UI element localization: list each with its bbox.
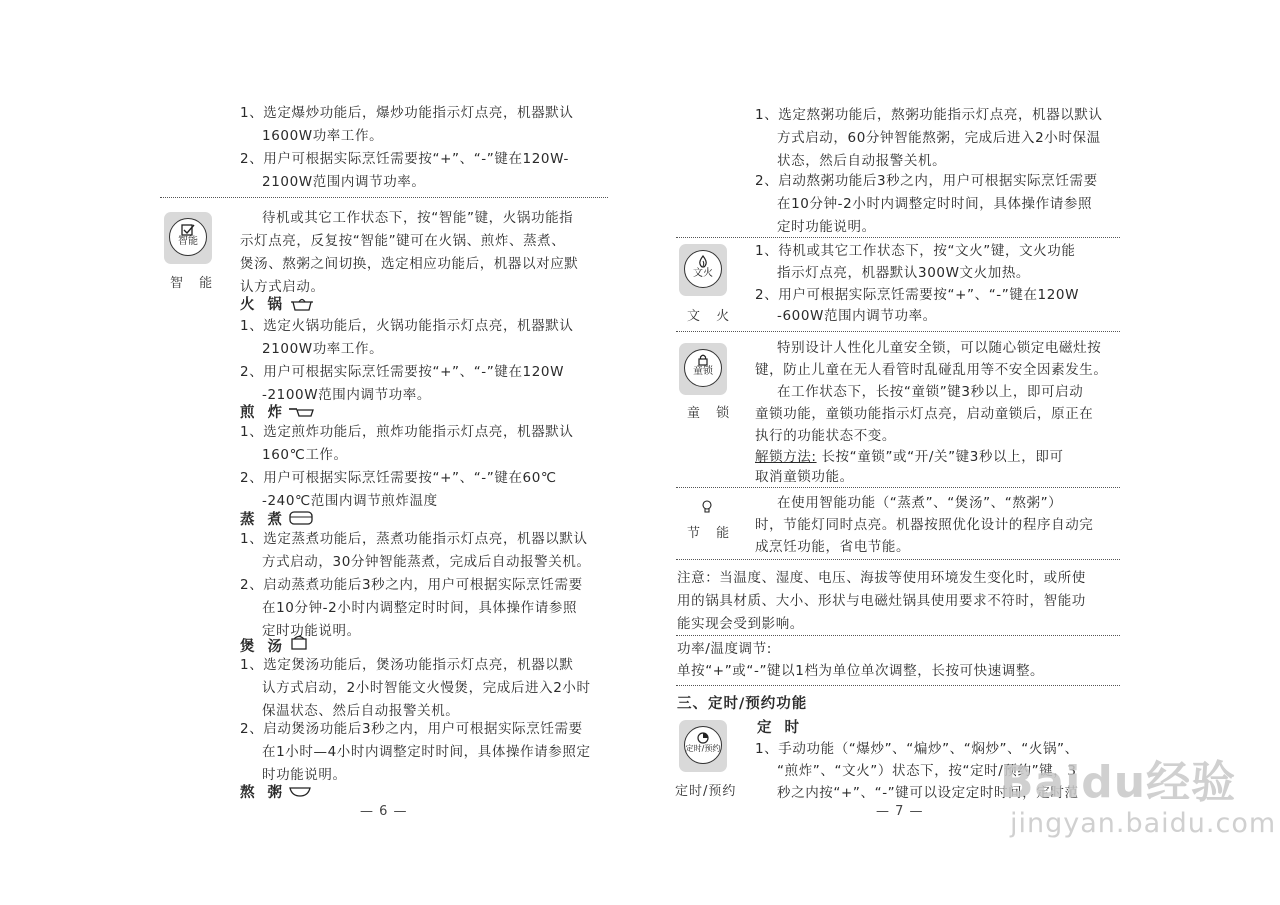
simmer-icon-box: [679, 244, 727, 296]
childlock-line-3: 在工作状态下，长按“童锁”键3秒以上，即可启动: [777, 384, 1084, 400]
soup-line-4: 2、启动煲汤功能后3秒之内，用户可根据实际烹饪需要: [240, 721, 583, 737]
simmer-line-2: 指示灯点亮，机器默认300W文火加热。: [777, 265, 1031, 281]
hotpot-icon: [290, 296, 314, 312]
fry-line-1: 1、选定煎炸功能后，煎炸功能指示灯点亮，机器默认: [240, 424, 574, 440]
simmer-line-1: 1、待机或其它工作状态下，按“文火”键，文火功能: [755, 243, 1076, 259]
smart-intro-2: 示灯点亮，反复按“智能”键可在火锅、煎炸、蒸煮、: [240, 233, 566, 249]
energy-line-1: 在使用智能功能（“蒸煮”、“煲汤”、“熬粥”）: [777, 495, 1063, 511]
hotpot-line-4: -2100W范围内调节功率。: [262, 387, 431, 403]
porridge-line-1: 1、选定熬粥功能后，熬粥功能指示灯点亮，机器以默认: [755, 107, 1103, 123]
unlock-method-label: 解锁方法:: [755, 449, 817, 465]
fry-line-4: -240℃范围内调节煎炸温度: [262, 493, 438, 509]
simmer-icon-text: 文火: [693, 268, 713, 279]
timer-line-1: 1、手动功能（“爆炒”、“煸炒”、“焖炒”、“火锅”、: [755, 741, 1079, 757]
energy-label: 节 能: [687, 526, 736, 541]
porridge-line-6: 定时功能说明。: [777, 219, 876, 235]
timer-subtitle: 定 时: [757, 720, 804, 736]
timer-label: 定时/预约: [675, 784, 737, 799]
burst-line-3: 2、用户可根据实际烹饪需要按“+”、“-”键在120W-: [240, 151, 569, 167]
fry-line-2: 160℃工作。: [262, 447, 348, 463]
energy-line-3: 成烹饪功能，省电节能。: [755, 539, 911, 555]
porridge-line-2: 方式启动，60分钟智能熬粥，完成后进入2小时保温: [777, 130, 1101, 146]
divider: [676, 487, 1120, 488]
page-number-right: — 7 —: [876, 804, 924, 819]
steamer-icon: [288, 510, 314, 526]
soup-line-1: 1、选定煲汤功能后，煲汤功能指示灯点亮，机器以默: [240, 657, 574, 673]
smart-icon-text: 智能: [178, 236, 198, 247]
soup-line-2: 认方式启动，2小时智能文火慢煲，完成后进入2小时: [262, 680, 591, 696]
soup-line-5: 在1小时—4小时内调整定时时间，具体操作请参照定: [262, 744, 591, 760]
smart-intro-4: 认方式启动。: [240, 279, 325, 295]
childlock-line-4: 童锁功能，童锁功能指示灯点亮，启动童锁后，原正在: [755, 406, 1094, 422]
steam-line-2: 方式启动，30分钟智能蒸煮，完成后自动报警关机。: [262, 554, 591, 570]
soup-line-6: 时功能说明。: [262, 767, 347, 783]
childlock-icon-circle: [684, 349, 722, 387]
watermark-logo: Baidu经验: [1000, 757, 1237, 808]
simmer-line-4: -600W范围内调节功率。: [777, 308, 937, 324]
frying-pan-icon: [287, 405, 315, 419]
burst-line-4: 2100W范围内调节功率。: [262, 174, 426, 190]
smart-icon-box: [164, 212, 212, 264]
steam-line-3: 2、启动蒸煮功能后3秒之内，用户可根据实际烹饪需要: [240, 577, 583, 593]
burst-line-2: 1600W功率工作。: [262, 128, 384, 144]
hotpot-line-2: 2100W功率工作。: [262, 341, 384, 357]
flame-icon: [698, 255, 708, 268]
soup-pot-icon: [288, 634, 310, 652]
bowl-icon: [288, 784, 312, 798]
fry-title: 煎 炸: [240, 405, 287, 421]
checkbox-icon: [181, 224, 195, 236]
smart-intro-3: 煲汤、熬粥之间切换，选定相应功能后，机器以对应默: [240, 256, 579, 272]
steam-line-4: 在10分钟-2小时内调整定时时间，具体操作请参照: [262, 600, 578, 616]
simmer-icon-circle: [684, 250, 722, 288]
smart-label: 智 能: [170, 276, 219, 291]
watermark-url: jingyan.baidu.com: [1010, 808, 1277, 839]
fry-line-3: 2、用户可根据实际烹饪需要按“+”、“-”键在60℃: [240, 470, 557, 486]
page-number-left: — 6 —: [360, 804, 408, 819]
childlock-line-1: 特别设计人性化儿童安全锁，可以随心锁定电磁灶按: [777, 340, 1102, 356]
note-line-3: 能实现会受到影响。: [677, 616, 804, 632]
childlock-line-5: 执行的功能状态不变。: [755, 428, 896, 444]
divider: [160, 197, 608, 198]
lock-icon: [698, 354, 708, 366]
childlock-label: 童 锁: [687, 406, 736, 421]
steam-line-1: 1、选定蒸煮功能后，蒸煮功能指示灯点亮，机器以默认: [240, 531, 588, 547]
porridge-line-4: 2、启动熬粥功能后3秒之内，用户可根据实际烹饪需要: [755, 173, 1098, 189]
clock-icon: [697, 732, 709, 744]
divider: [676, 331, 1120, 332]
childlock-icon-box: [679, 343, 727, 395]
power-adjust-text: 单按“+”或“-”键以1档为单位单次调整，长按可快速调整。: [677, 663, 1045, 679]
timer-icon-circle: [684, 726, 722, 764]
soup-line-3: 保温状态、然后自动报警关机。: [262, 703, 460, 719]
smart-icon-circle: [169, 218, 207, 256]
porridge-title: 熬 粥: [240, 785, 287, 801]
timer-icon-text: 定时/预约: [685, 744, 721, 753]
steam-line-5: 定时功能说明。: [262, 623, 361, 639]
divider: [676, 559, 1120, 560]
simmer-line-3: 2、用户可根据实际烹饪需要按“+”、“-”键在120W: [755, 287, 1080, 303]
simmer-label: 文 火: [687, 309, 736, 324]
porridge-line-5: 在10分钟-2小时内调整定时时间，具体操作请参照: [777, 196, 1093, 212]
section-title: 三、定时/预约功能: [677, 696, 808, 712]
divider: [676, 635, 1120, 636]
burst-line-1: 1、选定爆炒功能后，爆炒功能指示灯点亮，机器默认: [240, 105, 574, 121]
timer-line-2: “煎炸”、“文火”）状态下，按“定时/预约”键，3: [777, 763, 1077, 779]
steam-title: 蒸 煮: [240, 512, 287, 528]
hotpot-title: 火 锅: [240, 297, 287, 313]
energy-line-2: 时，节能灯同时点亮。机器按照优化设计的程序自动完: [755, 517, 1094, 533]
divider: [676, 237, 1120, 238]
timer-icon-box: [679, 720, 727, 772]
hotpot-line-3: 2、用户可根据实际烹饪需要按“+”、“-”键在120W: [240, 364, 565, 380]
divider: [676, 685, 1120, 686]
porridge-line-3: 状态，然后自动报警关机。: [777, 153, 947, 169]
note-line-2: 用的锅具材质、大小、形状与电磁灶锅具使用要求不符时，智能功: [677, 593, 1086, 609]
unlock-method-text: 长按“童锁”或“开/关”键3秒以上，即可: [816, 449, 1064, 465]
childlock-line-7: 取消童锁功能。: [755, 469, 854, 485]
lightbulb-icon: [701, 500, 713, 514]
hotpot-line-1: 1、选定火锅功能后，火锅功能指示灯点亮，机器默认: [240, 318, 574, 334]
smart-intro-1: 待机或其它工作状态下，按“智能”键，火锅功能指: [262, 210, 574, 226]
timer-line-3: 秒之内按“+”、“-”键可以设定定时时间，定时范: [777, 785, 1079, 801]
note-line-1: 注意：当温度、湿度、电压、海拔等使用环境发生变化时，或所使: [677, 570, 1086, 586]
childlock-icon-text: 童锁: [693, 366, 713, 377]
childlock-line-2: 键，防止儿童在无人看管时乱碰乱用等不安全因素发生。: [755, 362, 1108, 378]
soup-title: 煲 汤: [240, 639, 287, 655]
power-adjust-title: 功率/温度调节:: [677, 641, 772, 657]
